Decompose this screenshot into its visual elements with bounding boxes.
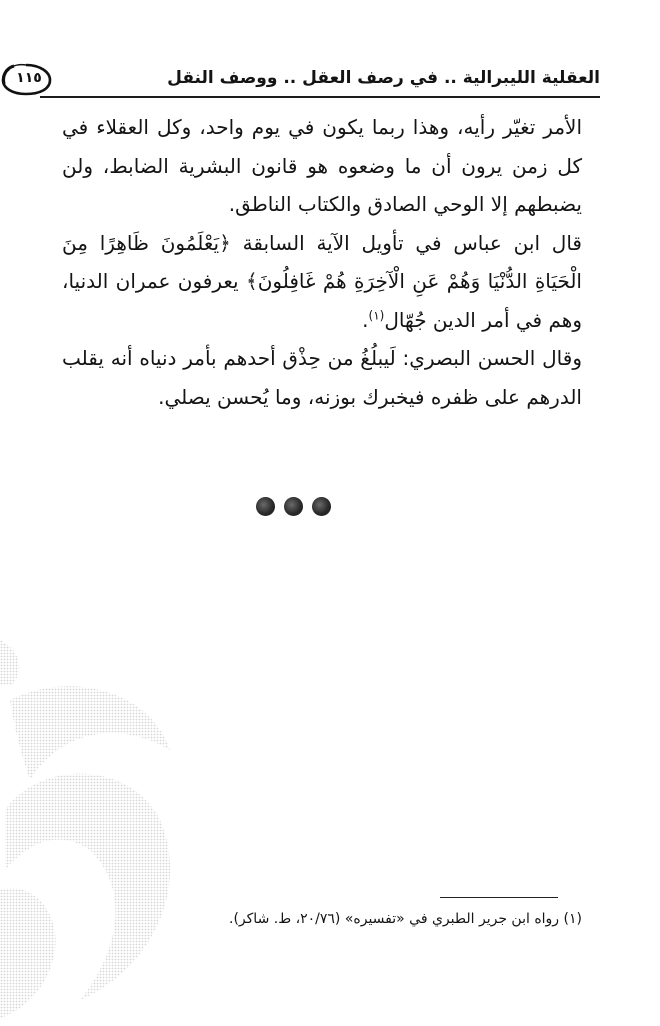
paragraph: الأمر تغيّر رأيه، وهذا ربما يكون في يوم واحد، وكل العقلاء في كل زمن يرون أن ما وضعوه هو قانون البشرية الضابط، ولن يضبطهم إلا الوحي الصادق والكتاب الناطق. — [62, 115, 582, 216]
footnote — [160, 908, 582, 930]
running-title: العقلية الليبرالية .. في رصف العقل .. ووصف النقل — [167, 68, 600, 88]
paragraph-text: قال ابن عباس في تأويل الآية السابقة ﴿يَعْلَمُونَ ظَاهِرًا مِنَ الْحَيَاةِ الدُّنْيَا وَهُمْ عَنِ الْآخِرَةِ هُمْ غَافِلُونَ﴾ يعرفون عمران الدنيا، وهم في أمر الدين جُهّال — [62, 230, 582, 332]
watermark-ornament-icon — [0, 640, 200, 1020]
ornament-dot-icon — [312, 497, 331, 516]
paragraph: وقال الحسن البصري: لَيبلُغُ من حِذْق أحدهم بأمر دنياه أنه يقلب الدرهم على ظفره فيخبرك بوزنه، وما يُحسن يصلي. — [62, 346, 582, 409]
footnote-text: رواه ابن جرير الطبري في «تفسيره» (٢٠/٧٦، ط. شاكر). — [229, 911, 560, 927]
page-header — [0, 62, 600, 98]
ornament-dot-icon — [284, 497, 303, 516]
footnote-number: (١) — [563, 911, 582, 927]
footnote-divider — [440, 897, 558, 898]
section-end-ornament — [256, 496, 332, 518]
paragraph — [62, 224, 582, 340]
header-divider — [40, 96, 600, 98]
footnote-reference: (١) — [368, 307, 385, 322]
body-text — [62, 108, 582, 416]
ornament-dot-icon — [256, 497, 275, 516]
page-number: ١١٥ — [16, 70, 42, 86]
paragraph-end: . — [362, 307, 369, 332]
